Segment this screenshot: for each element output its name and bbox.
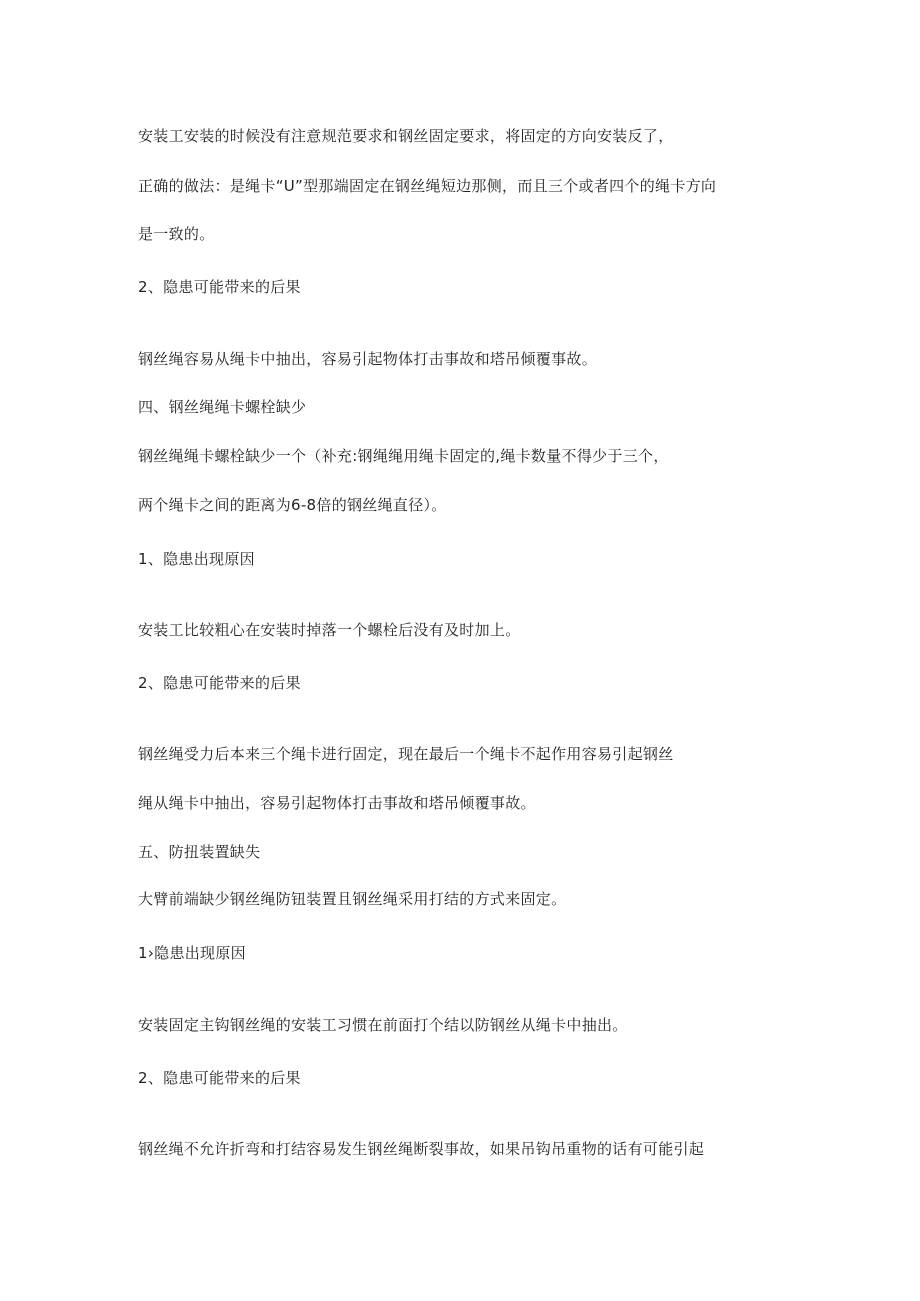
paragraph-line: 钢丝绳容易从绳卡中抽出，容易引起物体打击事故和塔吊倾覆事故。 bbox=[138, 350, 598, 368]
paragraph-line: 钢丝绳绳卡螺栓缺少一个（补充:钢绳绳用绳卡固定的,绳卡数量不得少于三个， bbox=[138, 447, 669, 465]
paragraph-line: 钢丝绳受力后本来三个绳卡进行固定，现在最后一个绳卡不起作用容易引起钢丝 bbox=[138, 745, 674, 763]
section-heading: 2、隐患可能带来的后果 bbox=[138, 674, 301, 692]
paragraph-line: 两个绳卡之间的距离为6-8倍的钢丝绳直径）。 bbox=[138, 496, 447, 514]
section-heading: 1›隐患出现原因 bbox=[138, 944, 246, 962]
section-heading: 2、隐患可能带来的后果 bbox=[138, 278, 301, 296]
section-heading: 五、防扭装置缺失 bbox=[138, 843, 261, 861]
section-heading: 2、隐患可能带来的后果 bbox=[138, 1069, 301, 1087]
paragraph-line: 安装固定主钩钢丝绳的安装工习惯在前面打个结以防钢丝从绳卡中抽出。 bbox=[138, 1016, 628, 1034]
section-heading: 1、隐患出现原因 bbox=[138, 550, 255, 568]
paragraph-line: 安装工比较粗心在安装时掉落一个螺栓后没有及时加上。 bbox=[138, 621, 521, 639]
paragraph-line: 绳从绳卡中抽出，容易引起物体打击事故和塔吊倾覆事故。 bbox=[138, 794, 536, 812]
paragraph-line: 钢丝绳不允许折弯和打结容易发生钢丝绳断裂事故，如果吊钩吊重物的话有可能引起 bbox=[138, 1140, 705, 1158]
section-heading: 四、钢丝绳绳卡螺栓缺少 bbox=[138, 398, 307, 416]
paragraph-line: 是一致的。 bbox=[138, 225, 215, 243]
paragraph-line: 大臂前端缺少钢丝绳防钮装置且钢丝绳采用打结的方式来固定。 bbox=[138, 890, 567, 908]
paragraph-line: 正确的做法：是绳卡“U”型那端固定在钢丝绳短边那侧，而且三个或者四个的绳卡方向 bbox=[138, 177, 717, 195]
paragraph-line: 安装工安装的时候没有注意规范要求和钢丝固定要求，将固定的方向安装反了， bbox=[138, 127, 674, 145]
